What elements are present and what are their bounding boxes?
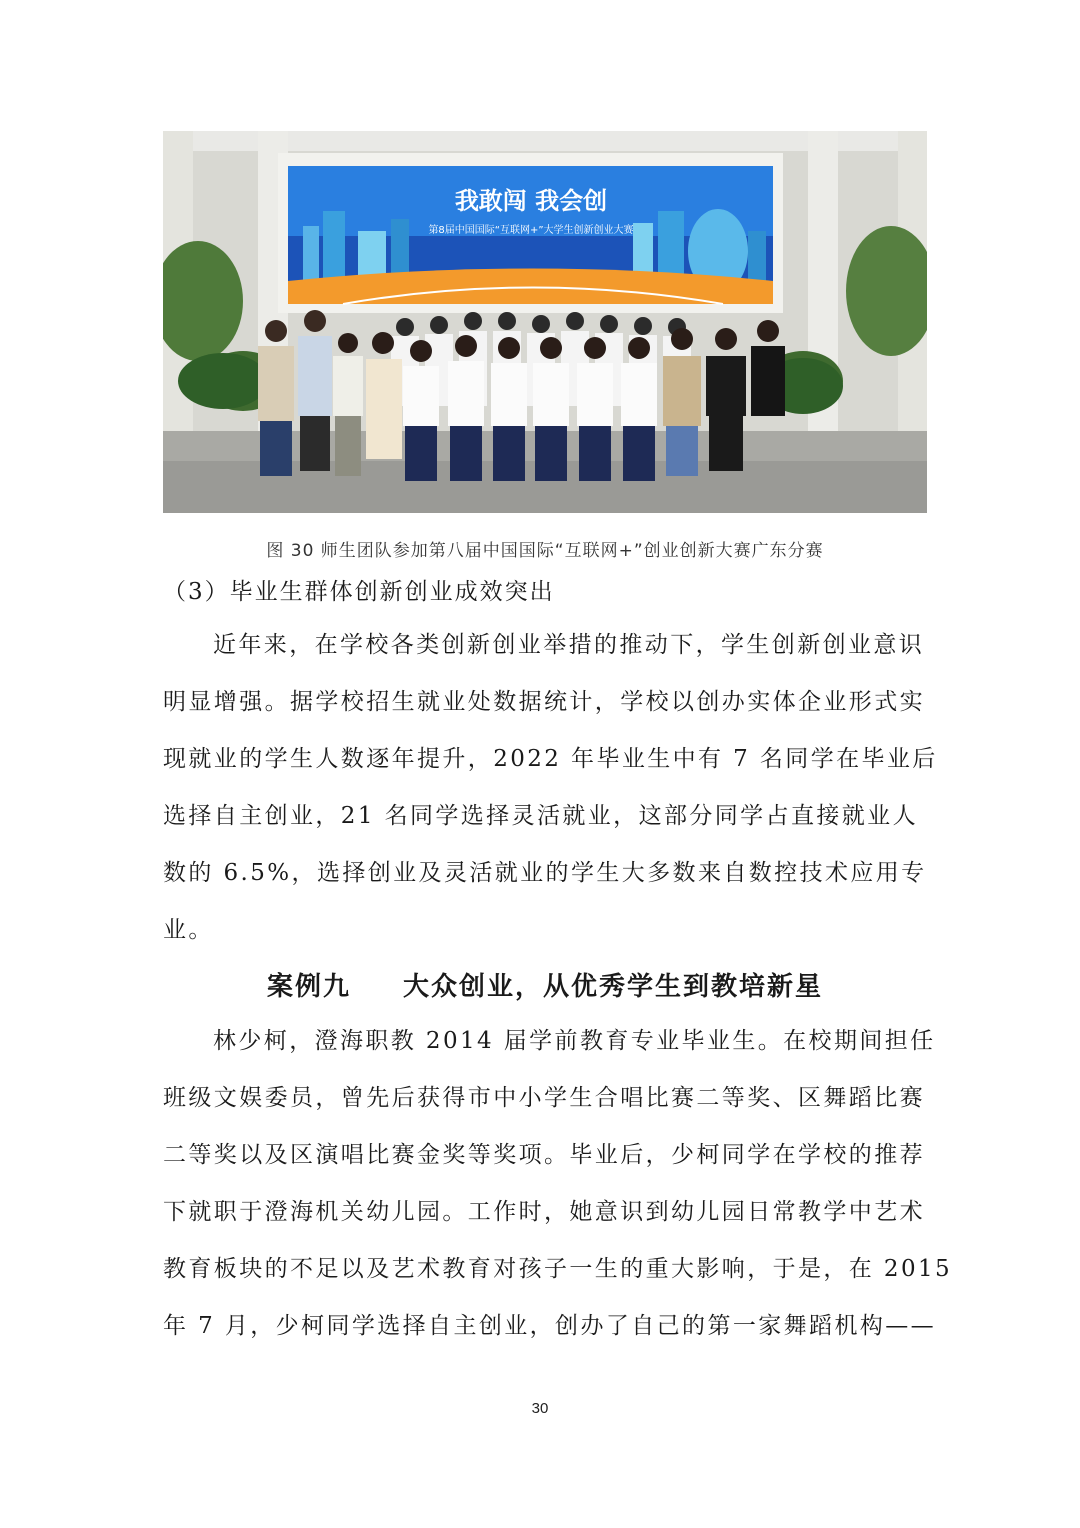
paragraph-2: [163, 1013, 953, 1355]
paragraph-line: 选择自主创业，21 名同学选择灵活就业，这部分同学占直接就业人: [163, 803, 918, 829]
paragraph-line: 下就职于澄海机关幼儿园。工作时，她意识到幼儿园日常教学中艺术: [163, 1199, 925, 1225]
contest-banner: [288, 166, 773, 304]
paragraph-line: 现就业的学生人数逐年提升，2022 年毕业生中有 7 名同学在毕业后: [163, 746, 938, 772]
paragraph-line: 教育板块的不足以及艺术教育对孩子一生的重大影响，于是，在 2015: [163, 1256, 953, 1282]
paragraph-1: [163, 617, 938, 959]
paragraph-line: 二等奖以及区演唱比赛金奖等奖项。毕业后，少柯同学在学校的推荐: [163, 1142, 925, 1168]
paragraph-line: 近年来，在学校各类创新创业举措的推动下，学生创新创业意识: [213, 632, 925, 658]
case-title-text: 大众创业，从优秀学生到教培新星: [403, 972, 824, 1002]
banner-subtitle: 第8届中国国际“互联网+”大学生创新创业大赛: [428, 225, 634, 236]
paragraph-line: 林少柯，澄海职教 2014 届学前教育专业毕业生。在校期间担任: [213, 1028, 936, 1054]
section-heading: （3）毕业生群体创新创业成效突出: [163, 579, 555, 605]
paragraph-line: 年 7 月，少柯同学选择自主创业，创办了自己的第一家舞蹈机构——: [163, 1313, 937, 1339]
paragraph-line: 业。: [163, 917, 214, 943]
group-photo: [163, 131, 927, 513]
paragraph-line: 数的 6.5%，选择创业及灵活就业的学生大多数来自数控技术应用专: [163, 860, 927, 886]
banner-slogan: 我敢闯 我会创: [454, 187, 608, 215]
case-title: [163, 966, 927, 1003]
case-label: 案例九: [266, 972, 351, 1002]
page-number: 30: [531, 1400, 549, 1417]
figure-caption: 图 30 师生团队参加第八届中国国际“互联网+”创业创新大赛广东分赛: [266, 541, 824, 561]
paragraph-line: 班级文娱委员，曾先后获得市中小学生合唱比赛二等奖、区舞蹈比赛: [163, 1085, 925, 1111]
paragraph-line: 明显增强。据学校招生就业处数据统计，学校以创办实体企业形式实: [163, 689, 925, 715]
